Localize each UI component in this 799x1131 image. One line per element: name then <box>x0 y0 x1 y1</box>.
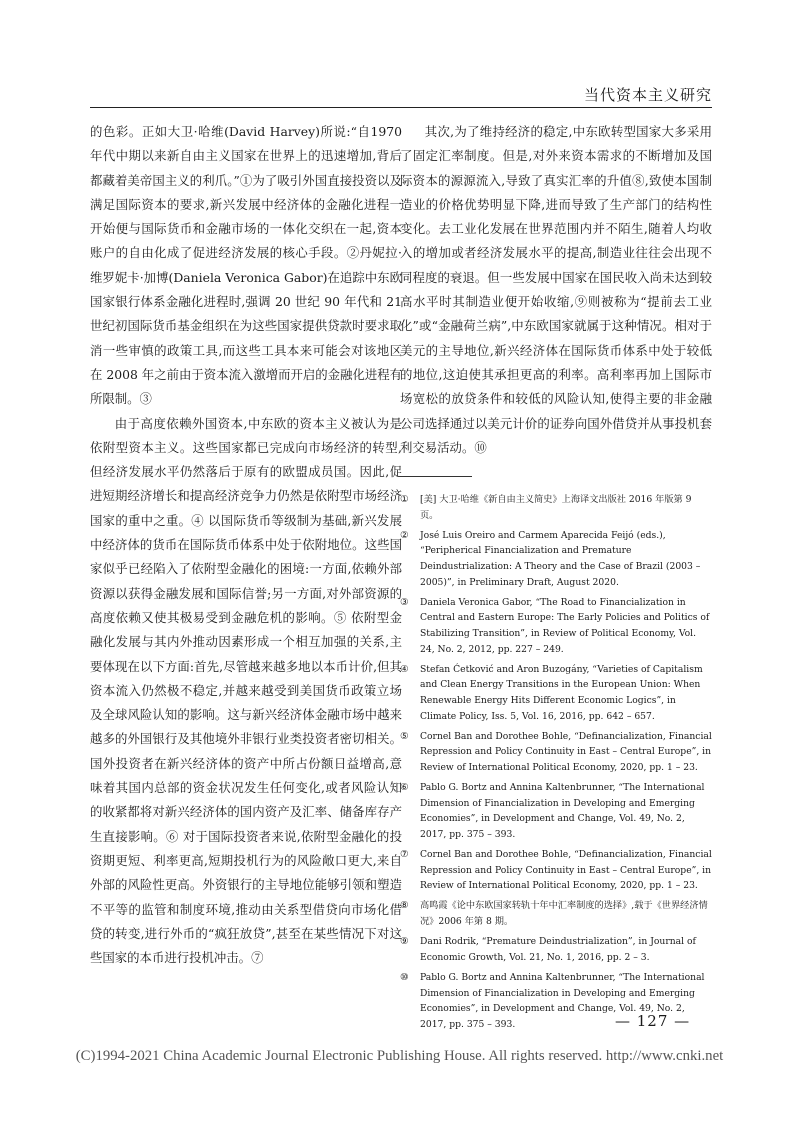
footnote-number: ⑧ <box>400 900 409 912</box>
paragraph: 的色彩。正如大卫·哈维(David Harvey)所说:“自1970 年代中期以来新自由主义国家在世界上的迅速增加,背后都藏着美帝国主义的利爪。”①为了吸引外国直接投资以及满足国际资本的要求,新兴发展中经济体的金融化进程一开始便与国际货币和金融市场的一体化交织在一起,资本账户的自由化成了促进经济发展的核心手段。②丹妮拉·维罗妮卡·加博(Daniela Veronica Gabor)在追踪中东欧国家银行体系金融化进程时,强调 20 世纪 90 年代和 21 世纪初国际货币基金组织在为这些国家提供贷款时要求取消一些审慎的政策工具,而这些工具本来可能会对该地区在 2008 年之前由于资本流入激增而开启的金融化进程有所限制。③ <box>90 124 403 407</box>
footnote <box>400 662 712 724</box>
footnote <box>400 898 712 929</box>
footnote-number: ⑨ <box>400 936 409 948</box>
copyright-notice: (C)1994-2021 China Academic Journal Electronic Publishing House. All rights reserved. http://www.cnki.net <box>75 1048 724 1064</box>
footnote-rule <box>400 476 472 477</box>
footnote <box>400 492 712 523</box>
paragraph: 由于高度依赖外国资本,中东欧的资本主义被认为是依附型资本主义。这些国家都已完成向市场经济的转型,但经济发展水平仍然落后于原有的欧盟成员国。因此,促进短期经济增长和提高经济竞争力仍然是依附型市场经济国家的重中之重。④ 以国际货币等级制为基础,新兴发展中经济体的货币在国际货币体系中处于依附地位。这些国家似乎已经陷入了依附型金融化的困境:一方面,依赖外部资源以获得金融发展和国际信誉;另一方面,对外部资源的高度依赖又使其极易受到金融危机的影响。⑤ 依附型金融化发展与其内外推动因素形成一个相互加强的关系,主要体现在以下方面:首先,尽管越来越多地以本币计价,但其资本流入仍然极不稳定,并越来越受到美国货币政策立场及全球风险认知的影响。这与新兴经济体金融市场中越来越多的外国银行及其他境外非银行业类投资者密切相关。国外投资者在新兴经济体的资产中所占份额日益增高,意味着其国内总部的资金状况发生任何变化,或者风险认知的收紧都将对新兴经济体的国内资产及汇率、储备库存产生直接影响。⑥ 对于国际投资者来说,依附型金融化的投资期更短、利率更高,短期投机行为的风险敞口更大,来自外部的风险性更高。外资银行的主导地位能够引领和塑造不平等的监管和制度环境,推动由关系型借贷向市场化借贷的转变,进行外币的“疯狂放贷”,甚至在某些情况下对这些国家的本币进行投机冲击。⑦ <box>90 415 402 966</box>
page-number: — 127 — <box>615 1012 691 1030</box>
footnote-number: ④ <box>400 663 409 675</box>
footnote <box>400 595 712 657</box>
journal-name: 当代资本主义研究 <box>583 86 712 104</box>
footnote-text: Stefan Ćetković and Aron Buzogány, “Varieties of Capitalism and Clean Energy Transitions in the European Union: When Renewable Energy Hits Different Economic Logics”, in Climate Policy, Iss. 5, Vol. 16, 2016, pp. 642 – 657. <box>420 663 703 722</box>
right-column <box>400 120 712 460</box>
footnotes <box>400 492 712 1037</box>
footnote-text: 高鸣霞《论中东欧国家转轨十年中汇率制度的选择》,载于《世界经济情况》2006 年第 8 期。 <box>420 900 708 927</box>
left-column <box>90 120 402 970</box>
header-rule <box>90 107 712 108</box>
footnote-text: Daniela Veronica Gabor, “The Road to Financialization in Central and Eastern Europe: The Early Policies and Politics of Stabilizing Transition”, in Review of Political Economy, Vol. 24, No. 2, 2012, pp. 227 – 249. <box>420 596 710 655</box>
footnote-number: ⑤ <box>400 730 409 742</box>
footnote <box>400 780 712 842</box>
footnote-number: ⑥ <box>400 782 409 794</box>
footnote <box>400 528 712 590</box>
footnote-number: ⑩ <box>400 971 409 983</box>
footnote-text: Cornel Ban and Dorothee Bohle, “Definancialization, Financial Repression and Policy Continuity in East – Central Europe”, in Review of International Political Economy, 2020, pp. 1 – 23. <box>420 849 712 892</box>
footnote-text: José Luis Oreiro and Carmem Aparecida Feijó (eds.), “Peripherical Financialization and Premature Deindustrialization: A Theory and the Case of Brazil (2003 – 2005)”, in Preliminary Draft, August 2020. <box>420 529 701 588</box>
footnote-number: ① <box>400 494 409 505</box>
footnote <box>400 847 712 894</box>
footnote-text: Pablo G. Bortz and Annina Kaltenbrunner, “The International Dimension of Financialization in Developing and Emerging Economies”, in Development and Change, Vol. 49, No. 2, 2017, pp. 375 – 393. <box>420 782 705 840</box>
footnote-number: ③ <box>400 596 409 608</box>
footnote-text: Cornel Ban and Dorothee Bohle, “Definancialization, Financial Repression and Policy Continuity in East – Central Europe”, in Review of International Political Economy, 2020, pp. 1 – 23. <box>420 730 712 773</box>
footnote-text: Pablo G. Bortz and Annina Kaltenbrunner, “The International Dimension of Financialization in Developing and Emerging Economies”, in Development and Change, Vol. 49, No. 2, 2017, pp. 375 – 393. <box>420 971 705 1030</box>
footnote-text: Dani Rodrik, “Premature Deindustrialization”, in Journal of Economic Growth, Vol. 21, No. 1, 2016, pp. 2 – 3. <box>420 936 696 963</box>
footnote-text: [美] 大卫·哈维《新自由主义简史》上海译文出版社 2016 年版第 9 页。 <box>420 494 692 521</box>
footnote-number: ② <box>400 529 409 541</box>
page-header <box>90 84 712 108</box>
footnote <box>400 934 712 965</box>
footnote-number: ⑦ <box>400 849 409 861</box>
footnote <box>400 729 712 776</box>
paragraph: 其次,为了维持经济的稳定,中东欧转型国家大多采用了固定汇率制度。但是,对外来资本需求的不断增加及国际资本的源源流入,导致了真实汇率的升值⑧,致使本国制造业的价格优势明显下降,进而导致了生产部门的结构性变化。去工业化发展在世界范围内并不陌生,随着人均收入的增加或者经济发展水平的提高,制造业往往会出现不同程度的衰退。但一些发展中国家在国民收入尚未达到较高水平时其制造业便开始收缩,⑨则被称为“提前去工业化”或“金融荷兰病”,中东欧国家就属于这种情况。相对于美元的主导地位,新兴经济体在国际货币体系中处于较低的地位,这迫使其承担更高的利率。高利率再加上国际市场宽松的放贷条件和较低的风险认知,使得主要的非金融公司选择通过以美元计价的证券向国外借贷并从事投机套利交易活动。⑩ <box>400 124 712 455</box>
